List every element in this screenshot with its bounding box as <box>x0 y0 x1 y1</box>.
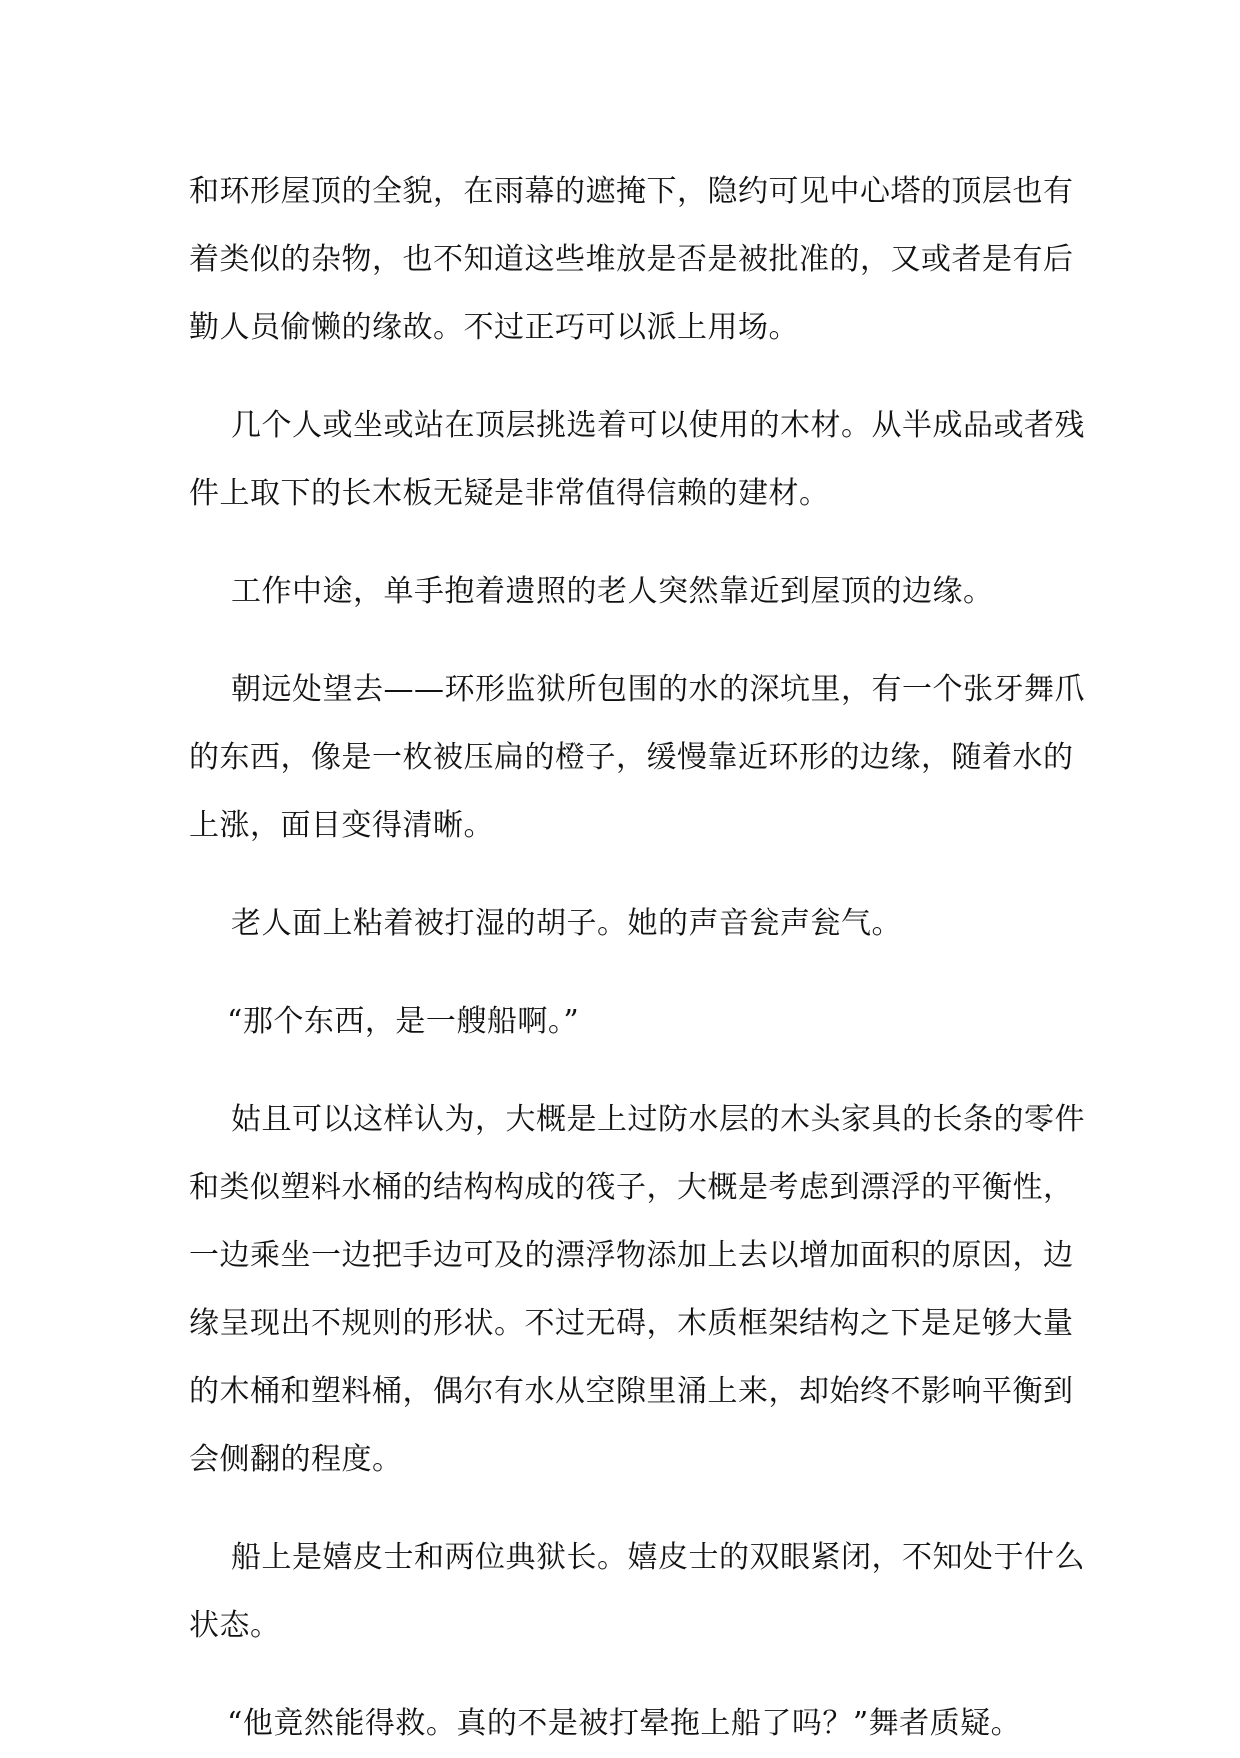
paragraph <box>189 1690 1059 1758</box>
text-line: 工作中途，单手抱着遗照的老人突然靠近到屋顶的边缘。 <box>231 574 994 609</box>
text-line: 缘呈现出不规则的形状。不过无碍，木质框架结构之下是足够大量 <box>189 1306 1074 1341</box>
text-line: 的东西，像是一枚被压扁的橙子，缓慢靠近环形的边缘，随着水的 <box>189 740 1074 775</box>
text-line: 着类似的杂物，也不知道这些堆放是否是被批准的，又或者是有后 <box>189 242 1074 277</box>
text-line: 朝远处望去——环形监狱所包围的水的深坑里，有一个张牙舞爪 <box>231 672 1085 707</box>
text-line: 几个人或坐或站在顶层挑选着可以使用的木材。从半成品或者残 <box>231 408 1085 443</box>
text-line: 件上取下的长木板无疑是非常值得信赖的建材。 <box>189 476 830 511</box>
text-line: 一边乘坐一边把手边可及的漂浮物添加上去以增加面积的原因，边 <box>189 1238 1074 1273</box>
paragraph <box>189 558 1059 626</box>
paragraph <box>189 1086 1085 1494</box>
text-line: 状态。 <box>189 1608 281 1643</box>
text-line: 会侧翻的程度。 <box>189 1442 403 1477</box>
text-line: “那个东西，是一艘船啊。” <box>227 1004 580 1039</box>
document-page <box>189 158 1085 1758</box>
text-line: 上涨，面目变得清晰。 <box>189 808 494 843</box>
paragraph <box>189 988 1059 1056</box>
text-line: 船上是嬉皮士和两位典狱长。嬉皮士的双眼紧闭，不知处于什么 <box>231 1540 1085 1575</box>
text-line: 和环形屋顶的全貌，在雨幕的遮掩下，隐约可见中心塔的顶层也有 <box>189 174 1074 209</box>
text-line: 姑且可以这样认为，大概是上过防水层的木头家具的长条的零件 <box>231 1102 1085 1137</box>
paragraph <box>189 392 1085 528</box>
text-line: 勤人员偷懒的缘故。不过正巧可以派上用场。 <box>189 310 799 345</box>
text-line: 和类似塑料水桶的结构构成的筏子，大概是考虑到漂浮的平衡性， <box>189 1170 1074 1205</box>
paragraph <box>189 890 1059 958</box>
paragraph <box>189 158 1074 362</box>
paragraph <box>189 1524 1085 1660</box>
text-line: 老人面上粘着被打湿的胡子。她的声音瓮声瓮气。 <box>231 906 902 941</box>
paragraph <box>189 656 1085 860</box>
text-line: 的木桶和塑料桶，偶尔有水从空隙里涌上来，却始终不影响平衡到 <box>189 1374 1074 1409</box>
text-line: “他竟然能得救。真的不是被打晕拖上船了吗？”舞者质疑。 <box>227 1706 1022 1741</box>
